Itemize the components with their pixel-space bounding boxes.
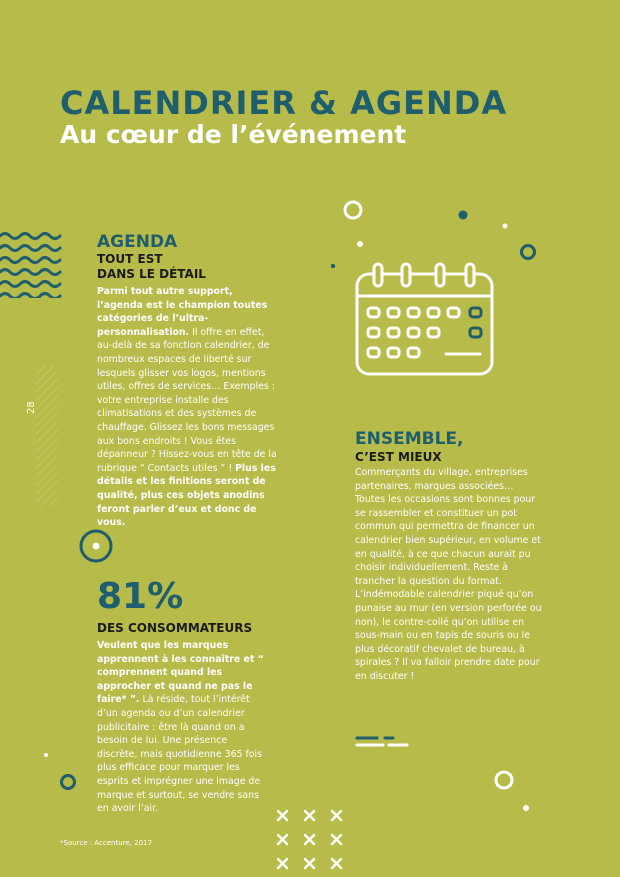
footnote: *Source : Accenture, 2017 (60, 839, 152, 847)
agenda-subheading-line2: DANS LE DÉTAIL (97, 267, 206, 281)
page-title: CALENDRIER & AGENDA (60, 84, 508, 122)
cross-pattern (275, 808, 347, 872)
calendar-icon (354, 262, 496, 378)
agenda-subheading-line1: TOUT EST (97, 252, 163, 266)
stat-label: DES CONSOMMATEURS (97, 621, 253, 635)
agenda-body-bold-2: Plus les détails et les finitions seront de qualité, plus ces objets anodins feront parler d’eux et donc de vous. (97, 462, 276, 529)
stat-body-bold: Veulent que les marques apprennent à les connaître et “ comprennent quand les approcher et quand ne pas le faire* ”. (97, 640, 264, 706)
agenda-body (97, 285, 281, 530)
page-number: 28 (26, 401, 37, 414)
circle-decor (340, 198, 540, 270)
dash-decor (355, 736, 415, 748)
hatch-decor (36, 366, 58, 506)
stat-body-text: Là réside, tout l’intérêt d’un agenda ou d’un calendrier publicitaire : être là quand on a besoin de lui. Une présence discrète, mais quotidienne 365 fois plus efficace pour marquer les esprits et imprégner une image de marque et surtout, se vendre sans en avoir l’air. (97, 694, 263, 815)
circle-dot-decor (78, 528, 114, 564)
agenda-body-text: Il offre en effet, au-delà de sa fonction calendrier, de nombreux espaces de liberté sur lesquels glisser vos logos, mentions utiles, offres de services… Exemples : votre entreprise installe des climatisations et des systèmes de chauffage. Glissez les bons messages aux bons endroits ! Vous êtes dépanneur ? Hissez-vous en tête de la rubrique “ Contacts utiles ” ! (97, 326, 277, 474)
ensemble-subheading: C’EST MIEUX (355, 450, 442, 464)
dot-decor (329, 262, 337, 270)
page-subtitle: Au cœur de l’événement (60, 120, 407, 149)
ensemble-heading: ENSEMBLE, (355, 429, 464, 449)
agenda-heading: AGENDA (97, 232, 178, 252)
agenda-body-bold-1: Parmi tout autre support, l’agenda est le champion toutes catégories de l’ultra-personnalisation. (97, 286, 268, 338)
wave-pattern (0, 232, 62, 298)
bottom-right-circle-decor (490, 766, 534, 816)
agenda-subheading (97, 252, 206, 282)
ensemble-body: Commerçants du village, entreprises partenaires, marques associées… Toutes les occasions sont bonnes pour se rassembler et constituer un pot commun qui permettra de financer un calendrier bien supérieur, en volume et en qualité, à ce que chacun aurait pu choisir individuellement. Reste à trancher la question du format. L’indémodable calendrier piqué qu’on punaise au mur (en version perforée ou non), le contre-collé qu’on utilise en sous-main ou en tapis de souris ou le plus décoratif chevalet de bureau, à spirales ? Il va falloir prendre date pour en discuter ! (355, 467, 542, 682)
bottom-left-circle-decor (42, 750, 82, 796)
stat-body (97, 639, 267, 816)
stat-value: 81% (97, 576, 184, 617)
